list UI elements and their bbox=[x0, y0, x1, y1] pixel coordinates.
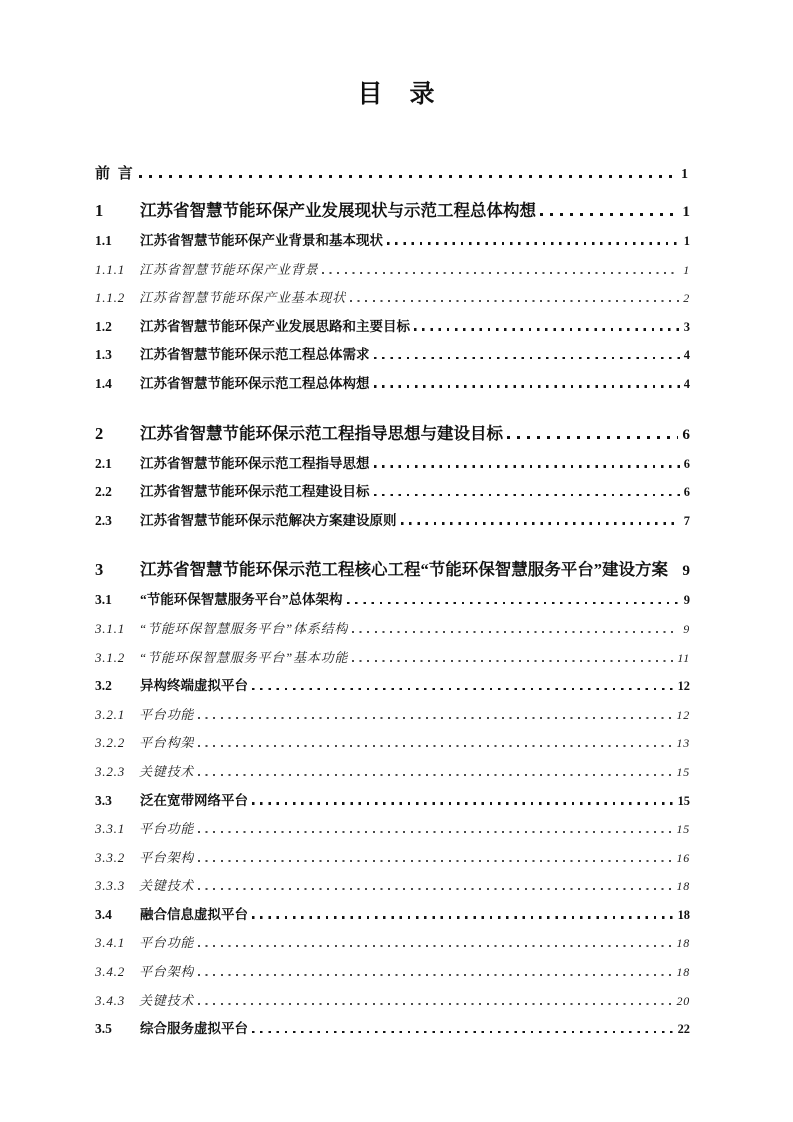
toc-entry-label: 泛在宽带网络平台 bbox=[140, 792, 248, 808]
dot-leader bbox=[198, 774, 672, 776]
toc-list bbox=[0, 160, 793, 1044]
toc-entry-number: 3.5 bbox=[95, 1021, 112, 1037]
toc-entry-page: 3 bbox=[683, 319, 690, 334]
toc-entry-label: 关键技术 bbox=[139, 878, 195, 894]
toc-entry-number: 1.1.1 bbox=[95, 261, 125, 277]
toc-entry-page: 1 bbox=[683, 262, 690, 277]
dot-leader bbox=[540, 213, 678, 216]
toc-entry-3-5[interactable] bbox=[95, 1015, 690, 1044]
dot-leader bbox=[198, 888, 672, 890]
dot-leader bbox=[198, 974, 672, 976]
toc-entry-page: 9 bbox=[683, 621, 690, 636]
toc-entry-3-1-1[interactable] bbox=[95, 615, 690, 644]
toc-entry-number: 2 bbox=[95, 423, 104, 443]
dot-leader bbox=[139, 175, 677, 178]
toc-entry-page: 11 bbox=[677, 650, 690, 665]
toc-entry-page: 13 bbox=[676, 736, 690, 751]
toc-entry-page: 15 bbox=[676, 822, 690, 837]
toc-entry-3-3-1[interactable] bbox=[95, 815, 690, 844]
toc-entry-page: 18 bbox=[676, 965, 690, 980]
toc-entry-page: 22 bbox=[677, 1022, 690, 1037]
dot-leader bbox=[198, 860, 672, 862]
toc-entry-1-1-1[interactable] bbox=[95, 256, 690, 285]
toc-entry-number: 3.3.2 bbox=[95, 849, 125, 865]
toc-entry-page: 1 bbox=[683, 234, 690, 248]
toc-entry-label: 江苏省智慧节能环保示范工程总体需求 bbox=[140, 347, 370, 363]
toc-entry-page: 16 bbox=[676, 850, 690, 865]
toc-entry-page: 1 bbox=[682, 203, 690, 220]
toc-entry-2[interactable] bbox=[95, 419, 690, 450]
toc-entry-page: 1 bbox=[681, 166, 690, 181]
toc-entry-label: 江苏省智慧节能环保示范工程核心工程“节能环保智慧服务平台”建设方案 bbox=[140, 560, 668, 580]
toc-entry-label: 江苏省智慧节能环保示范工程指导思想 bbox=[140, 455, 370, 471]
toc-entry-3-3-3[interactable] bbox=[95, 872, 690, 901]
toc-entry-label: 融合信息虚拟平台 bbox=[140, 906, 248, 922]
toc-entry-1-1[interactable] bbox=[95, 227, 690, 256]
toc-entry-1-3[interactable] bbox=[95, 341, 690, 370]
dot-leader bbox=[507, 436, 678, 439]
toc-entry-page: 7 bbox=[683, 513, 690, 528]
toc-entry-number: 1.1.2 bbox=[95, 290, 125, 306]
toc-entry-number: 3.2.3 bbox=[95, 763, 125, 779]
toc-entry-3-4-3[interactable] bbox=[95, 987, 690, 1016]
toc-entry-page: 9 bbox=[682, 562, 690, 580]
dot-leader bbox=[352, 660, 673, 662]
dot-leader bbox=[198, 831, 672, 833]
toc-entry-page: 12 bbox=[676, 707, 690, 722]
toc-entry-number: 3.4.1 bbox=[95, 935, 125, 951]
toc-entry-label: 江苏省智慧节能环保产业发展思路和主要目标 bbox=[140, 318, 410, 334]
toc-entry-page: 15 bbox=[677, 793, 690, 808]
toc-entry-3-1-2[interactable] bbox=[95, 644, 690, 673]
toc-entry-label: 平台架构 bbox=[139, 964, 195, 980]
toc-entry-page: 12 bbox=[677, 679, 690, 694]
toc-entry-3-3[interactable] bbox=[95, 787, 690, 816]
toc-entry-label: “节能环保智慧服务平台”总体架构 bbox=[140, 592, 343, 608]
dot-leader bbox=[198, 1003, 672, 1005]
toc-entry-number: 3.2.1 bbox=[95, 706, 125, 722]
toc-title: 目 录 bbox=[357, 81, 436, 108]
toc-entry-3-4-1[interactable] bbox=[95, 929, 690, 958]
toc-entry-page: 20 bbox=[676, 993, 690, 1008]
toc-entry-number: 3.1 bbox=[95, 592, 112, 608]
toc-entry-number: 1.2 bbox=[95, 318, 112, 334]
dot-leader bbox=[414, 328, 680, 331]
toc-entry-label: 平台功能 bbox=[139, 821, 195, 837]
toc-entry-number: 1.3 bbox=[95, 347, 112, 363]
dot-leader bbox=[198, 945, 672, 947]
toc-entry-number: 1.4 bbox=[95, 375, 112, 391]
toc-entry-page: 18 bbox=[676, 879, 690, 894]
toc-entry-page: 6 bbox=[682, 425, 690, 443]
dot-leader bbox=[198, 745, 672, 747]
toc-entry-page: 6 bbox=[683, 485, 690, 500]
toc-entry-1-4[interactable] bbox=[95, 370, 690, 399]
dot-leader bbox=[252, 802, 674, 805]
toc-entry-number: 3.2 bbox=[95, 678, 112, 694]
dot-leader bbox=[252, 916, 674, 919]
toc-entry-number: 3.4 bbox=[95, 906, 112, 922]
toc-entry-3-4-2[interactable] bbox=[95, 958, 690, 987]
toc-entry-label: 江苏省智慧节能环保示范工程指导思想与建设目标 bbox=[140, 423, 503, 443]
dot-leader bbox=[252, 1031, 674, 1034]
toc-entry-label: 综合服务虚拟平台 bbox=[140, 1021, 248, 1037]
toc-entry-1[interactable] bbox=[95, 196, 690, 227]
toc-entry-page: 4 bbox=[683, 348, 690, 363]
toc-entry-2-2[interactable] bbox=[95, 478, 690, 507]
toc-entry-label: 江苏省智慧节能环保产业基本现状 bbox=[139, 290, 347, 306]
toc-entry-label: “节能环保智慧服务平台”基本功能 bbox=[139, 649, 349, 665]
toc-entry-page: 9 bbox=[683, 593, 690, 608]
toc-entry-number: 2.1 bbox=[95, 455, 112, 471]
toc-entry-label: 江苏省智慧节能环保产业背景 bbox=[139, 261, 319, 277]
dot-leader bbox=[350, 300, 679, 302]
toc-entry-page: 6 bbox=[683, 456, 690, 471]
dot-leader bbox=[322, 272, 679, 274]
toc-entry-number: 3.3.1 bbox=[95, 821, 125, 837]
dot-leader bbox=[374, 385, 680, 388]
toc-entry-label: 平台功能 bbox=[139, 935, 195, 951]
toc-entry-number: 2.2 bbox=[95, 484, 112, 500]
toc-entry-number: 3.1.1 bbox=[95, 620, 125, 636]
toc-entry-page: 2 bbox=[683, 291, 690, 306]
dot-leader bbox=[347, 602, 680, 605]
toc-entry-label: “节能环保智慧服务平台”体系结构 bbox=[139, 620, 349, 636]
toc-entry-label: 江苏省智慧节能环保示范工程总体构想 bbox=[140, 375, 370, 391]
toc-entry-3-2[interactable] bbox=[95, 672, 690, 701]
toc-entry-number: 3.4.3 bbox=[95, 992, 125, 1008]
toc-entry-3[interactable] bbox=[95, 555, 690, 586]
toc-entry-number: 3.3 bbox=[95, 792, 112, 808]
toc-entry-label: 江苏省智慧节能环保产业发展现状与示范工程总体构想 bbox=[140, 201, 536, 220]
toc-entry-label: 前 言 bbox=[95, 166, 135, 182]
toc-entry-3-2-3[interactable] bbox=[95, 758, 690, 787]
dot-leader bbox=[374, 494, 680, 497]
toc-entry-3-1[interactable] bbox=[95, 586, 690, 615]
dot-leader bbox=[401, 522, 680, 525]
toc-entry-number: 3.1.2 bbox=[95, 649, 125, 665]
toc-entry-3-2-1[interactable] bbox=[95, 701, 690, 730]
toc-entry-label: 江苏省智慧节能环保示范工程建设目标 bbox=[140, 484, 370, 500]
toc-entry-number: 3.2.2 bbox=[95, 735, 125, 751]
toc-entry-2-1[interactable] bbox=[95, 450, 690, 479]
toc-entry-label: 平台功能 bbox=[139, 706, 195, 722]
toc-entry-label: 关键技术 bbox=[139, 992, 195, 1008]
toc-entry-label: 江苏省智慧节能环保示范解决方案建设原则 bbox=[140, 512, 397, 528]
toc-entry-number: 1.1 bbox=[95, 233, 112, 248]
toc-entry-3-2-2[interactable] bbox=[95, 729, 690, 758]
toc-entry-label: 江苏省智慧节能环保产业背景和基本现状 bbox=[140, 233, 383, 248]
toc-entry-page: 15 bbox=[676, 764, 690, 779]
toc-entry-page: 18 bbox=[676, 936, 690, 951]
toc-entry-3-3-2[interactable] bbox=[95, 844, 690, 873]
toc-entry-3-4[interactable] bbox=[95, 901, 690, 930]
toc-entry-page: 4 bbox=[683, 376, 690, 391]
toc-entry-label: 平台架构 bbox=[139, 849, 195, 865]
toc-entry-2-3[interactable] bbox=[95, 507, 690, 536]
toc-entry-number: 3.3.3 bbox=[95, 878, 125, 894]
dot-leader bbox=[374, 465, 680, 468]
toc-entry-number: 1 bbox=[95, 201, 104, 220]
toc-entry-page: 18 bbox=[677, 907, 690, 922]
dot-leader bbox=[252, 688, 674, 691]
dot-leader bbox=[672, 572, 678, 575]
toc-entry-front[interactable] bbox=[95, 160, 690, 188]
dot-leader bbox=[352, 631, 679, 633]
toc-entry-label: 平台构架 bbox=[139, 735, 195, 751]
toc-entry-label: 异构终端虚拟平台 bbox=[140, 678, 248, 694]
dot-leader bbox=[374, 357, 680, 360]
toc-entry-number: 3 bbox=[95, 560, 104, 580]
toc-entry-number: 3.4.2 bbox=[95, 964, 125, 980]
dot-leader bbox=[198, 717, 672, 719]
toc-entry-1-2[interactable] bbox=[95, 313, 690, 342]
toc-entry-label: 关键技术 bbox=[139, 763, 195, 779]
toc-entry-number: 2.3 bbox=[95, 512, 112, 528]
dot-leader bbox=[387, 242, 680, 245]
toc-entry-1-1-2[interactable] bbox=[95, 284, 690, 313]
